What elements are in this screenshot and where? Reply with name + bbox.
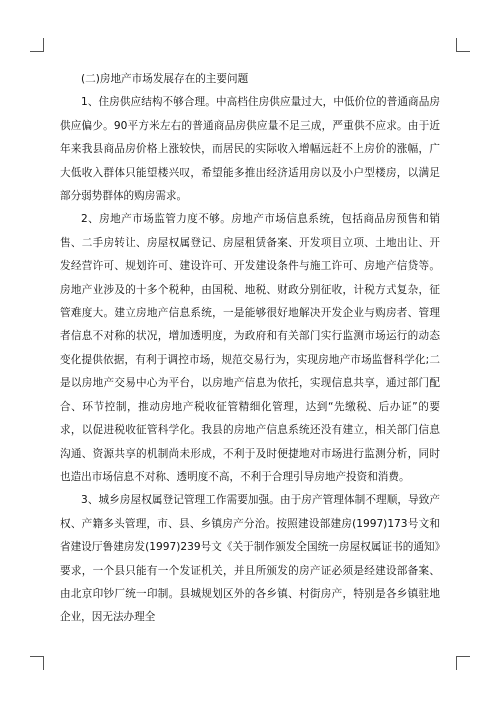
paragraph-housing-supply: 1、住房供应结构不够合理。中高档住房供应量过大，中低价位的普通商品房供应偏少。90平方米左右的普通商品房供应量不足三成，严重供不应求。由于近年来我县商品房价格上涨较快，而居民的实际收入增幅远赶不上房价的涨幅，广大低收入群体只能望楼兴叹，希望能多推出经济适用房以及小户型楼房，以满足部分弱势群体的购房需求。 [60, 96, 440, 203]
paragraph-market-supervision: 2、房地产市场监管力度不够。房地产市场信息系统，包括商品房预售和销售、二手房转让、房屋权属登记、房屋租赁备案、开发项目立项、土地出让、开发经营许可、规划许可、建设许可、开发建设条件与施工许可、房地产信贷等。房地产业涉及的十多个税种，由国税、地税、财政分别征收，计税方式复杂，征管难度大。建立房地产信息系统，一是能够很好地解决开发企业与购房者、管理者信息不对称的状况，增加透明度，为政府和有关部门实行监测市场运行的动态变化提供依据，有利于调控市场，规范交易行为，实现房地产市场监督科学化;二是以房地产交易中心为平台，以房地产信息为依托，实现信息共享，通过部门配合、环节控制，推动房地产税收征管精细化管理，达到“先缴税、后办证”的要求，以促进税收征管科学化。我县的房地产信息系统还没有建立，相关部门信息沟通、资源共享的机制尚未形成，不利于及时便捷地对市场进行监测分析，同时也造出市场信息不对称、透明度不高，不利于合理引导房地产投资和消费。 [60, 213, 440, 483]
paragraph-ownership-registration: 3、城乡房屋权属登记管理工作需要加强。由于房产管理体制不理顺，导致产权、产籍多头管理，市、县、乡镇房产分治。按照建设部建房(1997)173号文和省建设厅鲁建房发(1997)239号文《关于制作颁发全国统一房屋权属证书的通知》要求，一个县只能有一个发证机关，并且所颁发的房产证必须是经建设部备案、由北京印钞厂统一印制。县城规划区外的各乡镇、村街房产，特别是各乡镇驻地企业，因无法办理全 [60, 494, 440, 624]
document-body [60, 68, 440, 630]
section-heading: (二)房地产市场发展存在的主要问题 [81, 73, 249, 85]
crop-mark-bottom-left [30, 656, 44, 670]
crop-mark-bottom-right [456, 656, 470, 670]
crop-mark-top-left [30, 38, 44, 52]
crop-mark-top-right [456, 38, 470, 52]
